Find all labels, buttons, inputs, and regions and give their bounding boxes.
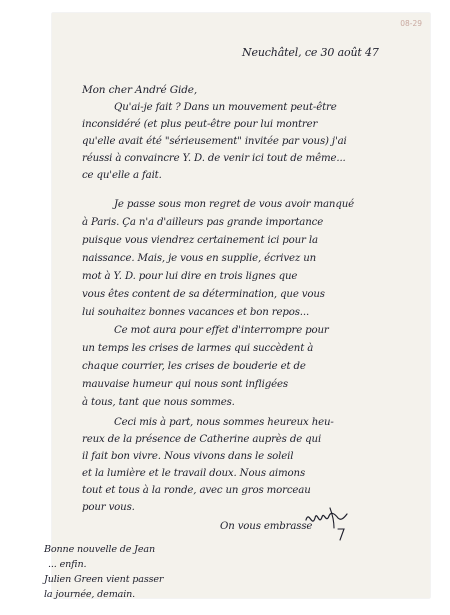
postscript-line: Bonne nouvelle de Jean [44,544,155,555]
body-line: à Paris. Ça n'a d'ailleurs pas grande importance [82,217,324,228]
body-line: naissance. Mais, je vous en supplie, écrivez un [82,253,317,264]
body-line: il fait bon vivre. Nous vivons dans le soleil [82,451,294,462]
body-line: qu'elle avait été "sérieusement" invitée par vous) j'ai [82,136,347,147]
body-line: Ce mot aura pour effet d'interrompre pour [114,325,329,336]
body-line: pour vous. [82,502,135,513]
body-line: et la lumière et le travail doux. Nous aimons [82,468,306,479]
letter-sheet [44,13,430,600]
postscript-line: ... enfin. [48,559,87,570]
body-line: mot à Y. D. pour lui dire en trois lignes que [82,271,298,282]
body-line: inconsidéré (et plus peut-être pour lui montrer [82,119,318,130]
body-line: réussi à convaincre Y. D. de venir ici tout de même... [82,153,346,164]
body-line: mauvaise humeur qui nous sont infligées [82,379,288,390]
body-line: tout et tous à la ronde, avec un gros morceau [82,485,311,496]
letter-place-date: Neuchâtel, ce 30 août 47 [242,46,379,59]
body-line: Je passe sous mon regret de vous avoir manqué [114,199,354,210]
body-line: un temps les crises de larmes qui succèdent à [82,343,314,354]
body-line: Qu'ai-je fait ? Dans un mouvement peut-être [114,102,337,113]
body-line: reux de la présence de Catherine auprès de qui [82,434,322,445]
body-line: vous êtes content de sa détermination, que vous [82,289,325,300]
body-line: ce qu'elle a fait. [82,170,162,181]
body-line: à tous, tant que nous sommes. [82,397,235,408]
body-line: lui souhaitez bonnes vacances et bon repos... [82,307,310,318]
archive-reference: 08-29 [400,19,422,28]
handwritten-signature [304,498,350,542]
letter-salutation: Mon cher André Gide, [82,84,198,96]
letter-closing: On vous embrasse [220,521,313,532]
postscript-line: Julien Green vient passer [44,574,164,585]
body-line: puisque vous viendrez certainement ici pour la [82,235,318,246]
body-line: chaque courrier, les crises de bouderie et de [82,361,306,372]
body-line: Ceci mis à part, nous sommes heureux heu- [114,417,334,428]
postscript-line: la journée, demain. [44,589,136,600]
